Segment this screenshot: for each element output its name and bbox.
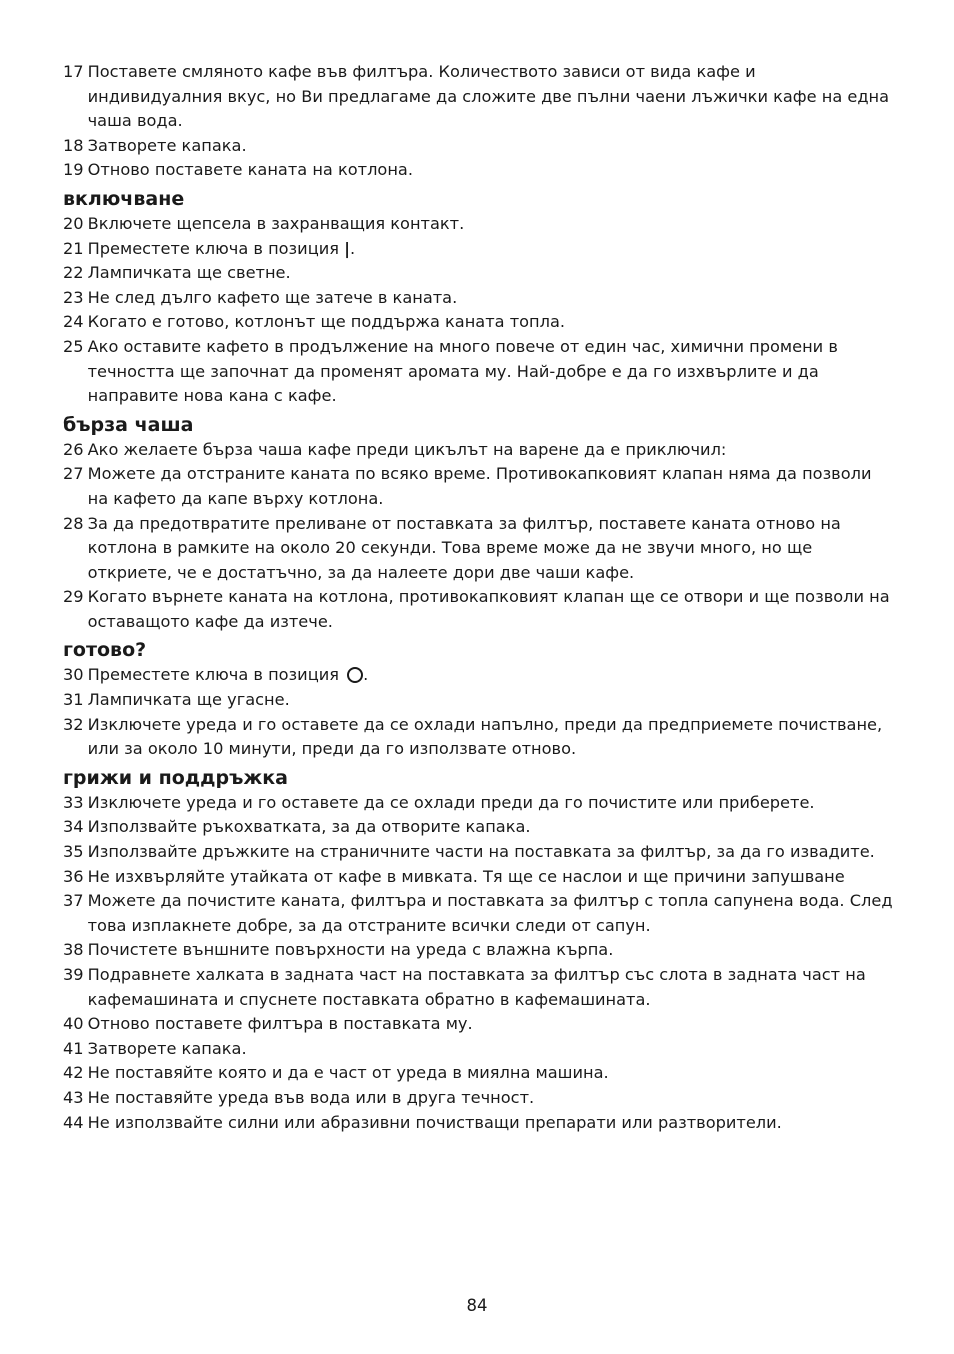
item-text (84, 286, 893, 311)
list-item (63, 438, 893, 463)
item-text-end: . (350, 238, 356, 258)
item-number: 33 (63, 792, 84, 812)
item-text-body: Ако оставите кафето в продължение на много повече от един час, химични промени в течността ще започнат да променят аромата му. Най-добре е да го изхвърлите и да направите нова кана с кафе. (87, 336, 844, 406)
list-item (63, 512, 893, 586)
item-text-body: Лампичката ще светне. (87, 263, 291, 283)
item-text-body: Лампичката ще угасне. (87, 690, 290, 710)
section-heading: грижи и поддръжка (63, 766, 288, 789)
item-text (84, 889, 898, 938)
item-text-body: Преместете ключа в позиция (87, 665, 345, 685)
item-number: 39 (63, 965, 84, 984)
list-item (63, 286, 893, 311)
list-item (63, 261, 893, 286)
item-text (84, 865, 893, 890)
item-text (84, 1111, 893, 1136)
item-text (84, 60, 893, 134)
item-number: 26 (63, 439, 84, 459)
item-text-body: Когато върнете каната на котлона, противокапковият клапан ще се отвори и ще позволи на оставащото кафе да изтече. (87, 587, 895, 631)
section-heading: бърза чаша (63, 413, 194, 436)
item-text-body: Отново поставете каната на котлона. (87, 160, 413, 180)
item-text (84, 1012, 893, 1037)
item-text (84, 462, 893, 511)
list-item (63, 237, 893, 262)
item-text (84, 1086, 893, 1111)
item-text-body: За да предотвратите преливане от поставката за филтър, поставете каната отново на котлона в рамките на около 20 секунди. Това време може да не звучи много, но ще откриете, че е достатъчно, за да налеете дори две чаши кафе. (87, 513, 846, 582)
list-item (63, 938, 893, 963)
item-number: 34 (63, 817, 84, 837)
item-number: 29 (63, 587, 84, 607)
item-text-body: Изключете уреда и го оставете да се охлади напълно, преди да предприемете почистване, или за около 10 минути, преди да го използвате отново. (87, 714, 888, 759)
list-item (63, 1061, 893, 1086)
item-number: 22 (63, 263, 84, 283)
list-item (63, 1012, 893, 1037)
list-item (63, 158, 893, 183)
switch-off-icon (347, 667, 363, 683)
item-number: 42 (63, 1063, 84, 1083)
item-number: 36 (63, 866, 84, 886)
item-text-body: Не поставяйте уреда във вода или в друга течност. (87, 1087, 535, 1107)
item-number: 28 (63, 513, 84, 533)
item-number: 32 (63, 714, 84, 734)
item-text (84, 212, 893, 237)
item-number: 35 (63, 842, 84, 862)
list-item (63, 335, 893, 409)
item-text-body: Не след дълго кафето ще затече в каната. (87, 287, 458, 307)
item-text (84, 1037, 893, 1062)
list-item (63, 60, 893, 134)
item-text (84, 815, 893, 840)
item-text-end: . (363, 665, 369, 685)
item-number: 24 (63, 312, 84, 332)
item-text-body: Затворете капака. (87, 135, 247, 155)
item-text (84, 688, 893, 713)
item-text (84, 1061, 893, 1086)
list-item (63, 840, 893, 865)
item-text-body: Поставете смляното кафе във филтъра. Количеството зависи от вида кафе и индивидуалния вкус, но Ви предлагаме да сложите две пълни чаени лъжички кафе на една чаша вода. (87, 62, 895, 131)
item-text-body: Преместете ключа в позиция (87, 238, 345, 258)
list-item (63, 310, 893, 335)
item-text (84, 963, 893, 1012)
item-text-body: Използвайте ръкохватката, за да отворите капака. (87, 817, 531, 837)
item-number: 38 (63, 940, 84, 960)
list-item (63, 889, 898, 938)
section-heading: готово? (63, 639, 147, 662)
switch-on-icon: | (344, 238, 351, 258)
item-text (84, 134, 893, 159)
item-number: 19 (63, 160, 84, 180)
item-number: 41 (63, 1038, 84, 1058)
list-item (63, 462, 893, 511)
item-text-body: Включете щепсела в захранващия контакт. (87, 213, 465, 233)
item-number: 43 (63, 1087, 84, 1107)
item-number: 17 (63, 62, 84, 81)
page-number: 84 (466, 1296, 488, 1315)
list-item (63, 713, 893, 762)
item-number: 25 (63, 336, 84, 356)
item-number: 27 (63, 464, 84, 484)
item-text-body: Подравнете халката в задната част на поставката за филтър със слота в задната част на кафемашината и спуснете поставката обратно в кафемашината. (87, 965, 871, 1009)
list-item (63, 865, 893, 890)
item-text (84, 310, 893, 335)
list-item (63, 1111, 893, 1136)
item-text-body: Можете да почистите каната, филтъра и поставката за филтър с топла сапунена вода. След това изплакнете добре, за да отстраните всички следи от сапун. (87, 891, 898, 935)
item-text (84, 713, 893, 762)
list-item (63, 688, 893, 713)
item-number: 40 (63, 1014, 84, 1034)
list-item (63, 1037, 893, 1062)
item-number: 23 (63, 287, 84, 307)
list-item (63, 212, 893, 237)
item-text (84, 158, 893, 183)
item-text-body: Затворете капака. (87, 1038, 247, 1058)
item-text (84, 791, 893, 816)
item-text-body: Използвайте дръжките на страничните части на поставката за филтър, за да го извадите. (87, 842, 875, 862)
section-heading: включване (63, 187, 185, 210)
item-text (84, 438, 893, 463)
item-text (84, 237, 893, 262)
list-item (63, 1086, 893, 1111)
item-text (84, 663, 893, 688)
item-text-body: Не изхвърляйте утайката от кафе в мивката. Тя ще се наслои и ще причини запушване (87, 866, 845, 886)
item-text (84, 512, 893, 586)
item-text-body: Когато е готово, котлонът ще поддържа каната топла. (87, 312, 566, 332)
item-text-body: Изключете уреда и го оставете да се охлади преди да го почистите или приберете. (87, 792, 815, 812)
list-item (63, 791, 893, 816)
instructions-content (63, 60, 898, 1135)
item-text (84, 585, 893, 634)
list-item (63, 663, 893, 688)
item-text-body: Ако желаете бърза чаша кафе преди цикълът на варене да е приключил: (87, 439, 727, 459)
list-item (63, 815, 893, 840)
list-item (63, 134, 893, 159)
item-text (84, 938, 893, 963)
item-number: 31 (63, 690, 84, 710)
item-text-body: Не използвайте силни или абразивни почистващи препарати или разтворители. (87, 1112, 782, 1132)
item-number: 30 (63, 665, 84, 685)
item-number: 18 (63, 135, 84, 155)
item-text (84, 261, 893, 286)
item-text-body: Отново поставете филтъра в поставката му. (87, 1014, 473, 1034)
item-text (84, 840, 893, 865)
item-text (84, 335, 893, 409)
item-number: 37 (63, 891, 84, 911)
item-number: 44 (63, 1112, 84, 1132)
item-number: 20 (63, 213, 84, 233)
item-text-body: Можете да отстраните каната по всяко време. Противокапковият клапан няма да позволи на кафето да капе върху котлона. (87, 464, 877, 508)
item-text-body: Почистете външните повърхности на уреда с влажна кърпа. (87, 940, 614, 960)
list-item (63, 585, 893, 634)
item-text-body: Не поставяйте която и да е част от уреда в миялна машина. (87, 1063, 609, 1083)
list-item (63, 963, 893, 1012)
item-number: 21 (63, 238, 84, 258)
